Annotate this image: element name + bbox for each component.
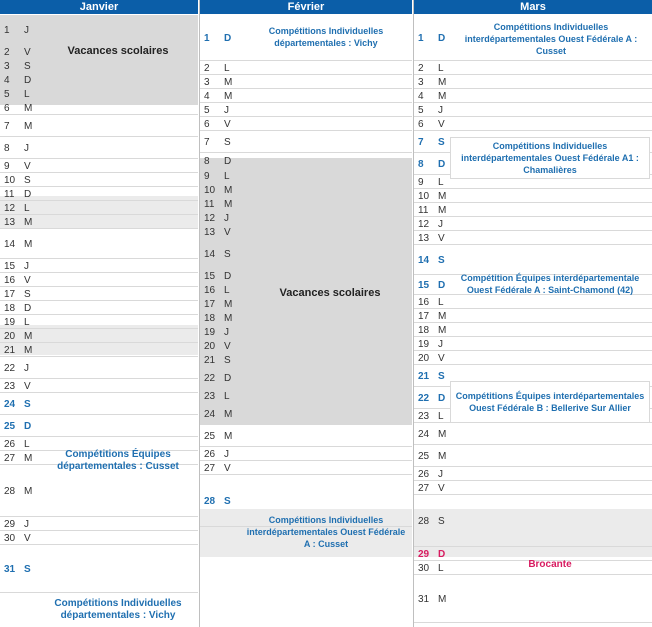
day-number: 24 [418,428,430,440]
day-of-week: M [24,216,33,228]
day-number: 12 [418,218,430,230]
day-row[interactable] [414,75,652,89]
day-row[interactable] [200,367,412,389]
day-row[interactable] [200,239,412,269]
day-row[interactable] [0,87,198,101]
day-of-week: V [438,232,445,244]
day-number: 18 [418,324,430,336]
day-of-week: M [224,90,233,102]
day-number: 7 [418,136,424,148]
day-number: 6 [4,102,10,114]
day-row[interactable] [0,315,198,329]
day-of-week: M [438,190,447,202]
month-header-fevrier: Février [200,0,412,14]
day-number: 29 [4,518,16,530]
day-number: 22 [204,372,216,384]
day-number: 25 [418,450,430,462]
day-number: 27 [418,482,430,494]
day-of-week: S [438,370,445,382]
day-of-week: M [438,428,447,440]
day-number: 19 [418,338,430,350]
day-of-week: V [24,274,31,286]
day-number: 23 [418,410,430,422]
day-number: 18 [204,312,216,324]
day-row[interactable] [0,329,198,343]
day-number: 28 [418,515,430,527]
day-number: 4 [204,90,210,102]
day-of-week: D [224,155,232,167]
day-of-week: S [438,515,445,527]
day-of-week: V [438,118,445,130]
day-number: 25 [4,420,16,432]
day-of-week: V [24,532,31,544]
month-header-mars: Mars [414,0,652,14]
day-number: 26 [204,448,216,460]
day-row[interactable] [414,309,652,323]
day-of-week: D [438,548,446,560]
day-number: 16 [4,274,16,286]
day-row[interactable] [200,103,412,117]
event-competition-interdep-cusset-mars[interactable]: Compétitions Individuelles interdépartementales Ouest Fédérale A : Cusset [464,22,638,56]
day-row[interactable] [0,73,198,87]
event-vacances-fevrier: Vacances scolaires [279,287,381,299]
day-row[interactable] [414,467,652,481]
day-number: 12 [4,202,16,214]
day-of-week: L [24,88,30,100]
event-competition-chamalieres[interactable]: Compétitions Individuelles interdépartementales Ouest Fédérale A1 : Chamalières [450,137,650,179]
day-of-week: M [224,76,233,88]
day-of-week: S [224,248,231,260]
day-row[interactable] [200,211,412,225]
day-of-week: V [224,118,231,130]
day-number: 17 [204,298,216,310]
day-of-week: S [438,136,445,148]
day-number: 13 [204,226,216,238]
day-row[interactable] [0,287,198,301]
day-number: 11 [418,204,429,216]
day-row[interactable] [0,115,198,137]
day-row[interactable] [414,189,652,203]
day-of-week: V [224,226,231,238]
day-number: 11 [204,198,215,210]
day-number: 3 [418,76,424,88]
day-number: 8 [4,142,10,154]
day-row[interactable] [414,103,652,117]
day-of-week: J [224,326,229,338]
day-row[interactable] [414,495,652,547]
day-number: 17 [4,288,16,300]
day-number: 1 [4,24,10,36]
day-number: 14 [418,254,430,266]
day-number: 2 [418,62,424,74]
day-row[interactable] [200,183,412,197]
day-of-week: S [24,563,31,575]
day-of-week: J [24,142,29,154]
day-of-week: M [438,204,447,216]
day-number: 6 [418,118,424,130]
day-row[interactable] [200,425,412,447]
day-of-week: D [24,302,32,314]
day-of-week: L [224,170,230,182]
day-number: 28 [204,495,216,507]
day-of-week: M [24,485,33,497]
event-competition-interdep-cusset-fev[interactable]: Compétitions Individuelles interdépartementales Ouest Fédérale A : Cusset [246,515,406,549]
day-number: 7 [4,120,10,132]
day-number: 8 [418,158,424,170]
day-row[interactable] [0,393,198,415]
day-of-week: M [224,184,233,196]
day-number: 21 [418,370,430,382]
day-row[interactable] [200,117,412,131]
day-number: 16 [418,296,430,308]
day-row[interactable] [0,187,198,201]
day-of-week: M [224,312,233,324]
day-row[interactable] [200,61,412,75]
day-row[interactable] [414,231,652,245]
day-number: 2 [4,46,10,58]
day-row[interactable] [200,197,412,211]
day-row[interactable] [200,169,412,183]
day-number: 13 [418,232,430,244]
event-vacances-janvier: Vacances scolaires [67,45,169,57]
event-competition-individuelles-vichy[interactable]: Compétitions Individuelles départementales : Vichy [54,598,182,621]
day-row[interactable] [414,445,652,467]
day-number: 30 [418,562,430,574]
day-of-week: V [438,482,445,494]
day-row[interactable] [200,403,412,425]
day-row[interactable] [0,215,198,229]
day-number: 19 [4,316,16,328]
day-row[interactable] [0,415,198,437]
day-of-week: L [24,316,30,328]
day-number: 3 [4,60,10,72]
day-of-week: M [438,324,447,336]
day-number: 18 [4,302,16,314]
day-number: 24 [204,408,216,420]
day-number: 9 [4,160,10,172]
day-row[interactable] [200,389,412,403]
day-of-week: M [24,238,33,250]
event-competition-bellerive[interactable]: Compétitions Équipes interdépartementales Ouest Fédérale B : Bellerive Sur Allier [450,381,650,423]
day-row[interactable] [0,159,198,173]
day-of-week: J [438,338,443,350]
day-row[interactable] [414,575,652,623]
day-row[interactable] [0,545,198,593]
day-number: 9 [418,176,424,188]
day-number: 16 [204,284,216,296]
day-row[interactable] [414,89,652,103]
day-number: 28 [4,485,16,497]
day-number: 5 [204,104,210,116]
day-number: 5 [4,88,10,100]
day-row[interactable] [414,217,652,231]
day-of-week: V [24,380,31,392]
day-of-week: J [224,448,229,460]
day-number: 23 [4,380,16,392]
day-number: 22 [4,362,16,374]
day-of-week: L [24,438,30,450]
day-number: 31 [4,563,16,575]
day-of-week: J [224,212,229,224]
day-number: 23 [204,390,216,402]
day-number: 22 [418,392,430,404]
day-row[interactable] [0,357,198,379]
day-row[interactable] [414,61,652,75]
day-number: 1 [204,32,210,44]
event-competition-saint-chamond[interactable]: Compétition Équipes interdépartementale Ouest Fédérale A : Saint-Chamond (42) [460,273,640,295]
day-row[interactable] [200,225,412,239]
day-of-week: S [224,495,231,507]
day-row[interactable] [200,75,412,89]
day-of-week: D [24,74,32,86]
day-number: 7 [204,136,210,148]
day-of-week: V [224,462,231,474]
day-number: 17 [418,310,430,322]
day-number: 21 [204,354,216,366]
day-number: 26 [4,438,16,450]
day-number: 11 [4,188,15,200]
day-of-week: D [438,392,446,404]
day-row[interactable] [0,137,198,159]
day-number: 20 [418,352,430,364]
event-brocante[interactable]: Brocante [528,559,572,570]
day-number: 4 [4,74,10,86]
day-of-week: M [224,298,233,310]
day-of-week: J [224,104,229,116]
day-of-week: D [224,32,232,44]
day-row[interactable] [0,259,198,273]
day-of-week: J [438,104,443,116]
day-of-week: S [24,398,31,410]
day-of-week: J [438,218,443,230]
day-row[interactable] [0,101,198,115]
day-of-week: D [224,372,232,384]
day-number: 15 [204,270,216,282]
day-row[interactable] [414,351,652,365]
day-number: 27 [4,452,16,464]
day-number: 6 [204,118,210,130]
day-row[interactable] [200,447,412,461]
day-of-week: L [438,410,444,422]
day-number: 2 [204,62,210,74]
day-row[interactable] [200,269,412,283]
day-of-week: S [224,136,231,148]
day-of-week: M [224,408,233,420]
day-of-week: D [24,420,32,432]
day-of-week: J [438,468,443,480]
day-row[interactable] [414,117,652,131]
day-number: 3 [204,76,210,88]
day-row[interactable] [414,203,652,217]
day-of-week: L [24,202,30,214]
day-row[interactable] [0,201,198,215]
day-row[interactable] [0,379,198,393]
day-of-week: D [24,188,32,200]
day-number: 24 [4,398,16,410]
day-row[interactable] [0,301,198,315]
day-of-week: J [24,362,29,374]
day-number: 25 [204,430,216,442]
day-of-week: L [438,62,444,74]
day-number: 13 [4,216,16,228]
day-of-week: M [224,198,233,210]
day-of-week: M [24,120,33,132]
day-of-week: L [224,284,230,296]
day-number: 5 [418,104,424,116]
day-row[interactable] [0,531,198,545]
day-number: 14 [4,238,16,250]
day-row[interactable] [200,353,412,367]
day-of-week: L [438,562,444,574]
day-of-week: M [24,330,33,342]
day-row[interactable] [0,173,198,187]
day-of-week: S [224,354,231,366]
day-of-week: J [24,260,29,272]
day-number: 10 [418,190,430,202]
day-of-week: M [24,102,33,114]
day-number: 12 [204,212,216,224]
day-number: 14 [204,248,216,260]
day-of-week: D [438,32,446,44]
day-row[interactable] [0,517,198,531]
day-row[interactable] [414,481,652,495]
day-number: 1 [418,32,424,44]
day-row[interactable] [200,311,412,325]
day-of-week: J [24,24,29,36]
day-of-week: D [224,270,232,282]
event-competition-individuelles-vichy-fev[interactable]: Compétitions Individuelles départementales : Vichy [268,26,384,48]
day-number: 21 [4,344,16,356]
day-number: 20 [4,330,16,342]
day-row[interactable] [414,337,652,351]
day-of-week: S [24,174,31,186]
day-of-week: L [224,62,230,74]
day-of-week: M [24,452,33,464]
day-number: 29 [418,548,430,560]
day-of-week: M [438,450,447,462]
day-of-week: M [438,76,447,88]
day-of-week: M [438,90,447,102]
day-row[interactable] [200,89,412,103]
day-row[interactable] [200,461,412,475]
day-of-week: D [438,279,446,291]
day-of-week: V [224,340,231,352]
day-number: 20 [204,340,216,352]
event-competition-equipes-cusset[interactable]: Compétitions Équipes départementales : Cusset [57,449,179,472]
day-row[interactable] [200,325,412,339]
day-number: 8 [204,155,210,167]
day-of-week: S [438,254,445,266]
day-of-week: S [24,288,31,300]
day-row[interactable] [414,423,652,445]
day-of-week: L [438,296,444,308]
day-of-week: M [438,593,447,605]
day-of-week: J [24,518,29,530]
day-number: 19 [204,326,216,338]
day-row[interactable] [0,273,198,287]
day-of-week: M [224,430,233,442]
day-number: 9 [204,170,210,182]
day-of-week: S [24,60,31,72]
day-number: 10 [204,184,216,196]
day-of-week: L [224,390,230,402]
day-number: 15 [4,260,16,272]
day-row[interactable] [200,153,412,169]
day-of-week: L [438,176,444,188]
day-number: 4 [418,90,424,102]
day-number: 15 [418,279,430,291]
day-number: 31 [418,593,430,605]
day-number: 10 [4,174,16,186]
day-number: 27 [204,462,216,474]
day-row[interactable] [414,323,652,337]
day-number: 26 [418,468,430,480]
day-row[interactable] [200,339,412,353]
day-row[interactable] [0,229,198,259]
day-of-week: V [438,352,445,364]
day-of-week: V [24,160,31,172]
day-of-week: D [438,158,446,170]
day-of-week: M [24,344,33,356]
day-row[interactable] [200,131,412,153]
day-row[interactable] [0,343,198,357]
day-number: 30 [4,532,16,544]
day-of-week: V [24,46,31,58]
month-header-janvier: Janvier [0,0,198,14]
day-of-week: M [438,310,447,322]
